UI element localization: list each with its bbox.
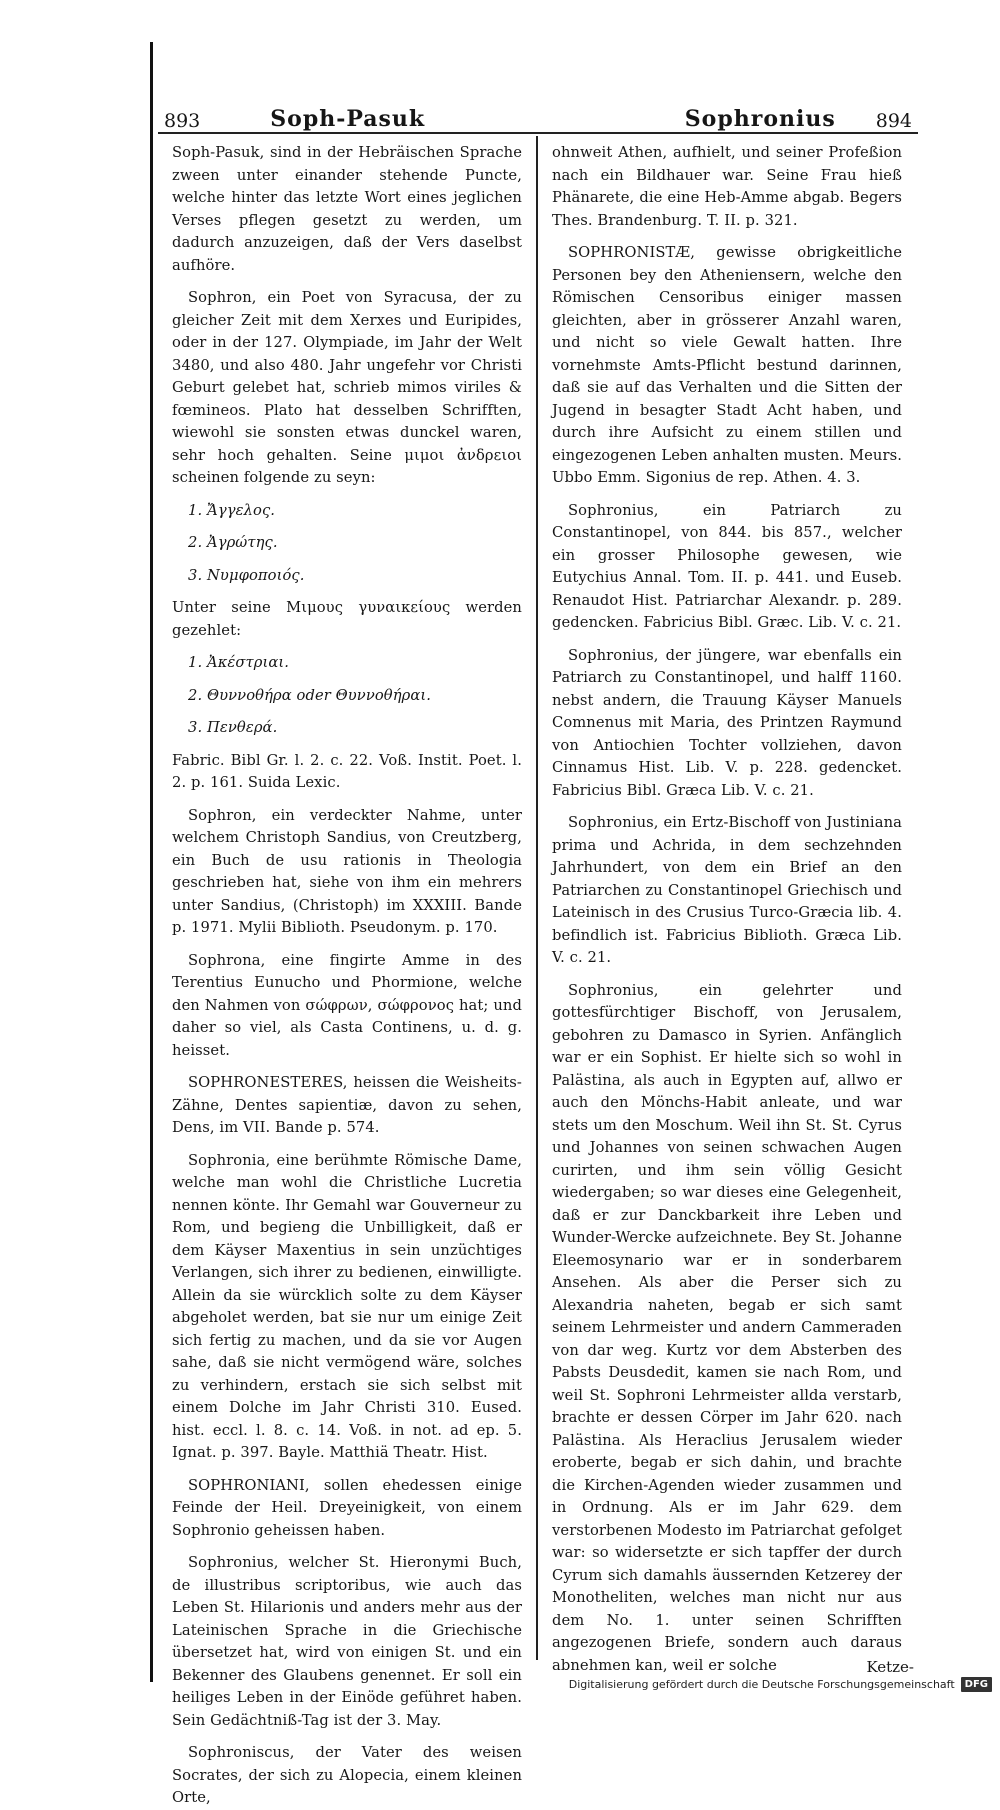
page-border-line bbox=[150, 42, 153, 1682]
right-column-paragraph: Sophronius, der jüngere, war ebenfalls ein Patriarch zu Constantinopel, und halff 1160. nebst andern, die Trauung Käyser Manuels Comnenus mit Maria, des Printzen Raymund von Antiochien Tochter vollziehen, davon Cinnamus Hist. Lib. V. p. 228. gedencket. Fabricius Bibl. Græca Lib. V. c. 21. bbox=[552, 646, 902, 799]
right-column-paragraph: Sophronius, ein Patriarch zu Constantinopel, von 844. bis 857., welcher ein grosser Philosophe gewesen, wie Eutychius Annal. Tom. II. p. 441. und Euseb. Renaudot Hist. Patriarchar Alexandr. p. 289. gedencken. Fabricius Bibl. Græc. Lib. V. c. 21. bbox=[552, 501, 902, 631]
page-margin bbox=[0, 0, 150, 1699]
left-column-paragraph: Sophron, ein Poet von Syracusa, der zu gleicher Zeit mit dem Xerxes und Euripides, oder in der 127. Olympiade, im Jahr der Welt 3480, und also 480. Jahr ungefehr vor Christi Geburt gelebet hat, schrieb mimos viriles & fœmineos. Plato hat desselben Schrifften, wiewohl sie sonsten etwas dunckel waren, sehr hoch gehalten. Seine μιμοι ἀνδρειοι scheinen folgende zu seyn: bbox=[172, 289, 522, 486]
left-column-paragraph: Sophronia, eine berühmte Römische Dame, welche man wohl die Christliche Lucretia nennen könte. Ihr Gemahl war Gouverneur zu Rom, und begieng die Unbilligkeit, daß er dem Käyser Maxentius in sein unzüchtiges Verlangen, sich ihrer zu bedienen, einwilligte. Allein da sie würcklich solte zu dem Käyser abgeholet werden, bat sie nur um einige Zeit sich fertig zu machen, und da sie vor Augen sahe, daß sie nicht vermögend wäre, solches zu verhindern, erstach sie sich selbst mit einem Dolche im Jahr Christi 310. Eused. hist. eccl. l. 8. c. 14. Voß. in not. ad ep. 5. Ignat. p. 397. Bayle. Matthiä Theatr. Hist. bbox=[172, 1151, 522, 1461]
left-column-paragraph: Fabric. Bibl Gr. l. 2. c. 22. Voß. Instit. Poet. l. 2. p. 161. Suida Lexic. bbox=[172, 751, 522, 791]
running-header bbox=[158, 96, 918, 134]
left-column-paragraph: 3. Νυμφοποιός. bbox=[188, 566, 305, 584]
header-title-left: Soph-Pasuk bbox=[270, 106, 426, 132]
left-column-paragraph: Sophrona, eine fingirte Amme in des Terentius Eunucho und Phormione, welche den Nahmen von σώφρων, σώφρονος hat; und daher so viel, als Casta Continens, u. d. g. heisset. bbox=[172, 951, 522, 1059]
left-column-paragraph: 2. Ἀγρώτης. bbox=[188, 534, 278, 551]
page-number-right: 894 bbox=[875, 110, 912, 132]
left-column-paragraph: 1. Ἄγγελος. bbox=[188, 501, 276, 519]
left-column bbox=[172, 142, 522, 1806]
footer bbox=[0, 1674, 1000, 1694]
right-column-paragraph: Sophronius, ein Ertz-Bischoff von Justiniana prima und Achrida, in dem sechzehnden Jahrhundert, von dem ein Brief an den Patriarchen zu Constantinopel Griechisch und Lateinisch in des Crusius Turco-Græcia lib. 4. befindlich ist. Fabricius Biblioth. Græca Lib. V. c. 21. bbox=[552, 814, 902, 966]
page-number-left: 893 bbox=[164, 110, 201, 132]
left-column-paragraph: Unter seine Μιμους γυναικείους werden gezehlet: bbox=[172, 599, 522, 639]
header-left bbox=[164, 106, 425, 132]
left-column-paragraph: Soph-Pasuk, sind in der Hebräischen Sprache zween unter einander stehende Puncte, welche hinter das letzte Wort eines jeglichen Verses pflegen gesetzt zu werden, um dadurch anzuzeigen, daß der Vers daselbst aufhöre. bbox=[172, 144, 522, 274]
footer-credit: Digitalisierung gefördert durch die Deutsche Forschungsgemeinschaft bbox=[568, 1677, 955, 1691]
column-divider bbox=[536, 136, 538, 1660]
right-column bbox=[552, 142, 902, 1672]
right-column-paragraph: ohnweit Athen, aufhielt, und seiner Profeßion nach ein Bildhauer war. Seine Frau hieß Phänarete, die eine Heb-Amme abgab. Begers Thes. Brandenburg. T. II. p. 321. bbox=[552, 144, 902, 229]
header-right bbox=[685, 106, 912, 132]
dfg-logo: DFG bbox=[961, 1677, 992, 1692]
left-column-paragraph: Sophronius, welcher St. Hieronymi Buch, de illustribus scriptoribus, wie auch das Leben St. Hilarionis und anders mehr aus der Lateinischen Sprache in die Griechische übersetzet hat, wird von einigen St. und ein Bekenner des Glaubens genennet. Er soll ein heiliges Leben in der Einöde geführet haben. Sein Gedächtniß-Tag ist der 3. May. bbox=[172, 1554, 522, 1729]
right-column-paragraph: SOPHRONISTÆ, gewisse obrigkeitliche Personen bey den Atheniensern, welche den Römischen Censoribus einiger massen gleichten, aber in grösserer Anzahl waren, und nicht so viele Gewalt hatten. Ihre vornehmste Amts-Pflicht bestund darinnen, daß sie auf das Verhalten und die Sitten der Jugend in besagter Stadt Acht haben, und durch ihre Aufsicht zu einem stillen und eingezogenen Leben anhalten musten. Meurs. Ubbo Emm. Sigonius de rep. Athen. 4. 3. bbox=[552, 244, 902, 486]
left-column-paragraph: SOPHRONIANI, sollen ehedessen einige Feinde der Heil. Dreyeinigkeit, von einem Sophronio geheissen haben. bbox=[172, 1476, 522, 1539]
left-column-paragraph: Sophron, ein verdeckter Nahme, unter welchem Christoph Sandius, von Creutzberg, ein Buch de usu rationis in Theologia geschrieben hat, siehe von ihm ein mehrers unter Sandius, (Christoph) im XXXIII. Bande p. 1971. Mylii Biblioth. Pseudonym. p. 170. bbox=[172, 806, 522, 936]
right-column-paragraph: Sophronius, ein gelehrter und gottesfürchtiger Bischoff, von Jerusalem, gebohren zu Damasco in Syrien. Anfänglich war er ein Sophist. Er hielte sich so wohl in Palästina, als auch in Egypten auf, allwo er auch den Mönchs-Habit anleate, und war stets um den Moschum. Weil ihn St. St. Cyrus und Johannes von seinen schwachen Augen curirten, und ihm sein völlig Gesicht wiedergaben; so war dieses eine Gelegenheit, daß er zur Danckbarkeit ihre Leben und Wunder-Wercke aufzeichnete. Bey St. Johanne Eleemosynario war er in sonderbarem Ansehen. Als aber die Perser sich zu Alexandria naheten, begab er sich samt seinem Lehrmeister und andern Cammeraden von dar weg. Kurtz vor dem Absterben des Pabsts Deusdedit, kamen sie nach Rom, und weil St. Sophroni Lehrmeister allda verstarb, brachte er dessen Cörper im Jahr 620. nach Palästina. Als Heraclius Jerusalem wieder eroberte, begab er sich dahin, und brachte die Kirchen-Agenden wieder zusammen und in Ordnung. Als er im Jahr 629. dem verstorbenen Modesto im Patriarchat gefolget war: so widersetzte er sich tapffer der durch Cyrum sich damahls äussernden Ketzerey der Monotheliten, welches man nicht nur aus dem No. 1. unter seinen Schrifften angezogenen Briefe, sondern auch daraus abnehmen kan, weil er solche bbox=[552, 981, 902, 1674]
left-column-paragraph: Sophroniscus, der Vater des weisen Socrates, der sich zu Alopecia, einem kleinen Orte, bbox=[172, 1744, 522, 1806]
left-column-paragraph: 3. Πενθερά. bbox=[188, 719, 278, 736]
catchword: Ketze- bbox=[866, 1658, 914, 1676]
left-column-paragraph: SOPHRONESTERES, heissen die Weisheits-Zähne, Dentes sapientiæ, davon zu sehen, Dens, im VII. Bande p. 574. bbox=[172, 1074, 522, 1136]
left-column-paragraph: 2. Θυννοθήρα oder Θυννοθήραι. bbox=[188, 686, 432, 704]
left-column-paragraph: 1. Ἀκέστριαι. bbox=[188, 654, 289, 671]
header-title-right: Sophronius bbox=[684, 106, 836, 132]
